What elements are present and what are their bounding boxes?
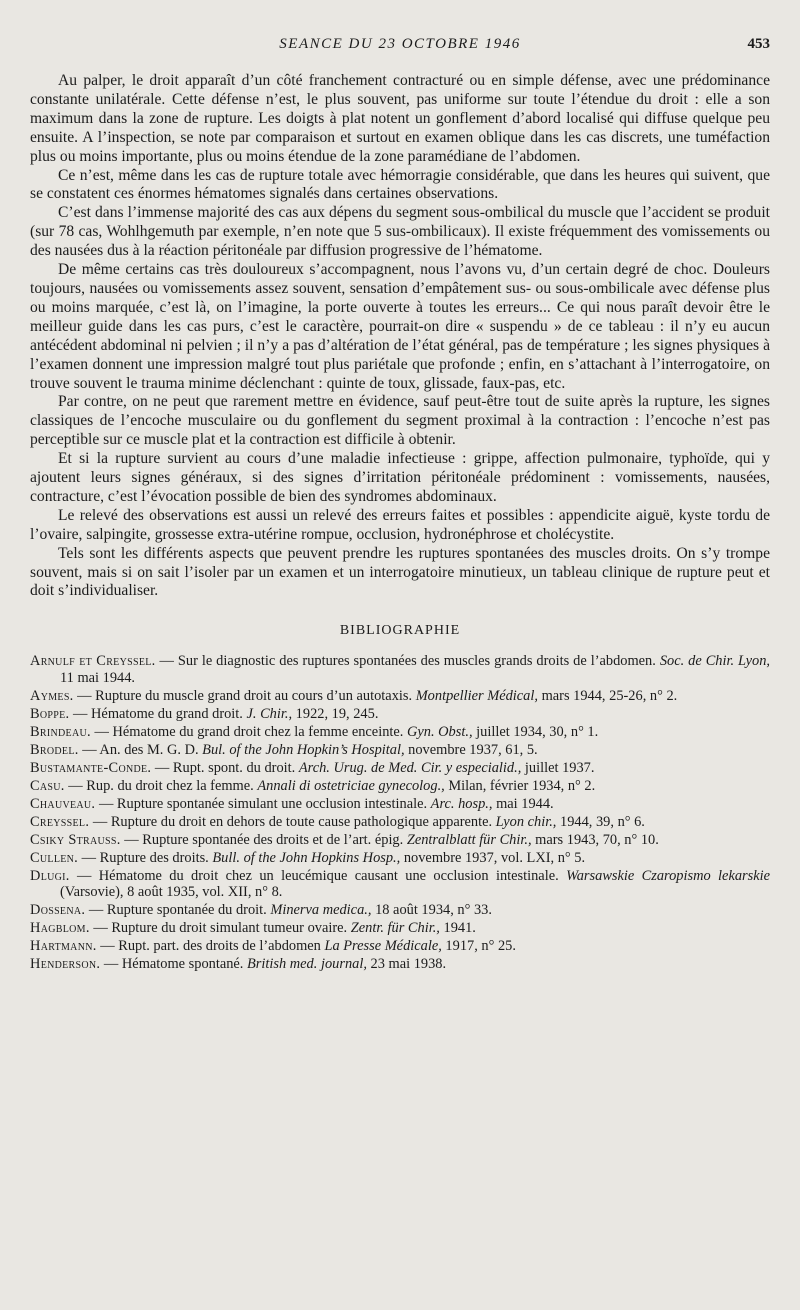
paragraph: Et si la rupture survient au cours d’une maladie infectieuse : grippe, affection pulmonaire, typhoïde, qui y ajoutent leurs signes généraux, si des signes d’irritation péritonéale prédominent : vomissements, nausées, contracture, c’est l’évocation possible de bien des syndromes abdominaux.: [30, 450, 770, 505]
running-header: [30, 36, 770, 62]
bib-details: (Varsovie), 8 août 1935, vol. XII, n° 8.: [60, 884, 283, 901]
bibliography-entry: [30, 688, 770, 705]
bib-author: Chauveau.: [30, 795, 96, 812]
bib-details: 18 août 1934, n° 33.: [371, 902, 492, 919]
bib-details: juillet 1934, 30, n° 1.: [472, 723, 599, 740]
bib-journal: La Presse Médicale,: [324, 938, 442, 955]
bibliography-entry: [30, 814, 770, 831]
bib-details: 1941.: [439, 920, 476, 937]
bib-details: 1922, 19, 245.: [292, 705, 379, 722]
bib-text: — Sur le diagnostic des ruptures spontanées des muscles grands droits de l’abdomen.: [155, 653, 660, 670]
bibliography-entry: [30, 724, 770, 741]
bib-author: Brindeau.: [30, 723, 91, 740]
bib-text: — Rupture du droit simulant tumeur ovaire.: [89, 920, 351, 937]
bib-journal: Arc. hosp.,: [430, 795, 493, 812]
bib-details: novembre 1937, vol. LXI, n° 5.: [400, 849, 586, 866]
bibliography-entry: [30, 850, 770, 867]
bib-details: 1917, n° 25.: [441, 938, 516, 955]
bib-journal: Soc. de Chir. Lyon,: [659, 653, 770, 670]
bib-author: Arnulf et Creyssel.: [30, 653, 156, 670]
bib-author: Boppe.: [30, 705, 70, 722]
bib-journal: Minerva medica.,: [270, 902, 372, 919]
bib-details: 23 mai 1938.: [366, 956, 447, 973]
bib-journal: Zentralblatt für Chir.,: [406, 831, 532, 848]
bibliography-entry: [30, 706, 770, 723]
bib-author: Hartmann.: [30, 938, 97, 955]
bib-text: — Hématome du droit chez un leucémique causant une occlusion intestinale.: [69, 867, 567, 884]
bibliography-entry: [30, 760, 770, 777]
bib-author: Casu.: [30, 777, 65, 794]
bib-journal: Warsawskie Czaropismo lekarskie: [566, 867, 770, 884]
bibliography-entry: [30, 742, 770, 759]
bib-text: — Hématome du grand droit.: [69, 705, 247, 722]
bib-author: Dossena.: [30, 902, 86, 919]
bibliography-entry: [30, 938, 770, 955]
page-number: 453: [747, 36, 770, 52]
bib-journal: British med. journal,: [247, 956, 367, 973]
bib-journal: Lyon chir.,: [495, 813, 557, 830]
bib-details: 1944, 39, n° 6.: [556, 813, 645, 830]
bib-text: — Hématome spontané.: [100, 956, 247, 973]
bib-journal: Zentr. für Chir.,: [350, 920, 440, 937]
bib-journal: Bull. of the John Hopkins Hosp.,: [212, 849, 401, 866]
bib-text: — Rupture du muscle grand droit au cours d’un autotaxis.: [73, 687, 416, 704]
bib-text: — An. des M. G. D.: [78, 741, 203, 758]
bibliography-entry: [30, 832, 770, 849]
bib-text: — Rupture spontanée simulant une occlusion intestinale.: [95, 795, 431, 812]
bibliography-entry: [30, 868, 770, 901]
paragraph: C’est dans l’immense majorité des cas aux dépens du segment sous-ombilical du muscle que l’accident se produit (sur 78 cas, Wohlhgemuth par exemple, n’en note que 5 sus-ombilicaux). Il existe fréquemment des vomissements ou des nausées dus à la réaction péritonéale par diffusion progressive de l’hématome.: [30, 204, 770, 260]
bib-text: — Rupture des droits.: [78, 849, 213, 866]
bib-author: Bustamante-Conde.: [30, 759, 152, 776]
bib-details: novembre 1937, 61, 5.: [404, 741, 538, 758]
bib-journal: Annali di ostetriciae gynecolog.,: [257, 777, 445, 794]
bib-text: — Rupture du droit en dehors de toute cause pathologique apparente.: [89, 813, 496, 830]
bib-journal: Arch. Urug. de Med. Cir. y especialid.,: [298, 759, 522, 776]
bib-text: — Rup. du droit chez la femme.: [64, 777, 258, 794]
bibliography-entry: [30, 796, 770, 813]
bibliography-list: [30, 653, 770, 973]
bib-author: Cullen.: [30, 849, 79, 866]
bib-author: Brodel.: [30, 741, 79, 758]
bib-text: — Rupt. part. des droits de l’abdomen: [96, 938, 325, 955]
bib-author: Hagblom.: [30, 920, 90, 937]
paragraph: De même certains cas très douloureux s’accompagnent, nous l’avons vu, d’un certain degré de choc. Douleurs toujours, nausées ou vomissements assez souvent, sensation d’empâtement sus- ou sous-ombilicale avec défense plus ou moins marquée, c’est là, on l’imagine, la porte ouverte à toutes les erreurs... Ce qui nous paraît devoir être le meilleur guide dans les cas purs, c’est le caractère, pourrait-on dire « suspendu » de ce tableau : il n’y eu aucun antécédent abdominal ni pelvien ; il n’y a pas d’altération de l’état général, pas de température ; les signes physiques à l’examen donnent une impression malgré tout plus pariétale que profonde ; enfin, en s’attachant à l’interrogatoire, on trouve souvent le trauma minime déclenchant : quinte de toux, glissade, faux-pas, etc.: [30, 261, 770, 392]
bib-journal: Bul. of the John Hopkin’s Hospital,: [202, 741, 405, 758]
bibliography-entry: [30, 902, 770, 919]
running-title: SEANCE DU 23 OCTOBRE 1946: [279, 36, 521, 52]
bib-text: — Hématome du grand droit chez la femme enceinte.: [90, 723, 407, 740]
bib-text: — Rupture spontanée des droits et de l’art. épig.: [120, 831, 407, 848]
bib-author: Henderson.: [30, 956, 101, 973]
bib-text: — Rupt. spont. du droit.: [151, 759, 299, 776]
bib-journal: J. Chir.,: [246, 705, 293, 722]
bibliography-entry: [30, 920, 770, 937]
bib-author: Dlugi.: [30, 867, 70, 884]
bibliography-heading: BIBLIOGRAPHIE: [339, 623, 461, 639]
bib-details: mai 1944.: [492, 795, 554, 812]
paragraph: Ce n’est, même dans les cas de rupture totale avec hémorragie considérable, que dans les heures qui suivent, que se constatent ces énormes hématomes signalés dans certaines observations.: [30, 166, 770, 203]
paragraph: Le relevé des observations est aussi un relevé des erreurs faites et possibles : appendicite aiguë, kyste tordu de l’ovaire, salpingite, grossesse extra-utérine rompue, occlusion, hydronéphrose et cholécystite.: [30, 506, 770, 543]
bib-journal: Montpellier Médical,: [415, 687, 538, 704]
bib-author: Aymes.: [30, 687, 74, 704]
bibliography-entry: [30, 778, 770, 795]
bib-journal: Gyn. Obst.,: [406, 723, 473, 740]
bibliography-entry: [30, 653, 770, 686]
paragraph: Par contre, on ne peut que rarement mettre en évidence, sauf peut-être tout de suite après la rupture, les signes classiques de l’encoche musculaire ou du gonflement du segment proximal à la contraction : l’encoche n’est pas perceptible sur ce muscle plat et la contraction est difficile à obtenir.: [30, 393, 770, 449]
bib-details: Milan, février 1934, n° 2.: [444, 777, 596, 794]
bibliography-entry: [30, 956, 770, 973]
paragraph: Au palper, le droit apparaît d’un côté franchement contracturé ou en simple défense, avec une prédominance constante unilatérale. Cette défense n’est, le plus souvent, pas uniforme sur toute l’étendue du droit : elle a son maximum dans la zone de rupture. Les doigts à plat notent un gonflement d’abord localisé qui diffuse quelque peu ensuite. A l’inspection, se note par comparaison et surtout en examen oblique dans les cas discrets, une tuméfaction plus ou moins importante, plus ou moins étendue de la zone paramédiane de l’abdomen.: [30, 72, 770, 165]
bib-text: — Rupture spontanée du droit.: [85, 902, 271, 919]
bib-details: 11 mai 1944.: [60, 669, 136, 686]
bib-details: mars 1943, 70, n° 10.: [531, 831, 659, 848]
bib-details: juillet 1937.: [521, 759, 595, 776]
paragraph: Tels sont les différents aspects que peuvent prendre les ruptures spontanées des muscles droits. On s’y trompe souvent, mais si on sait l’isoler par un examen et un interrogatoire minutieux, un tableau clinique de rupture peut et doit s’individualiser.: [30, 544, 770, 600]
bib-author: Creyssel.: [30, 813, 90, 830]
body-text: [30, 72, 770, 601]
bib-details: mars 1944, 25-26, n° 2.: [537, 687, 678, 704]
bib-author: Csiky Strauss.: [30, 831, 121, 848]
